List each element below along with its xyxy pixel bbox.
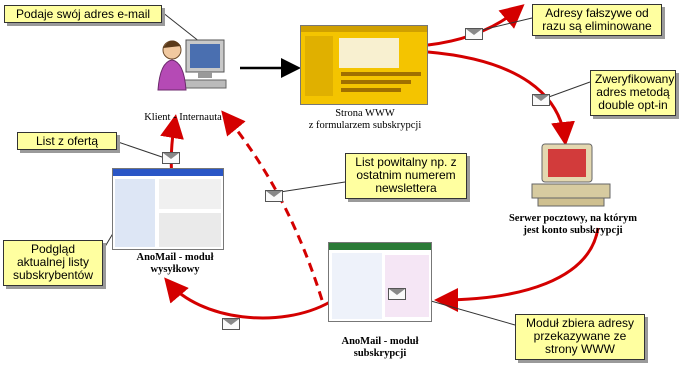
label-anomail-subscription-line2: subskrypcji bbox=[353, 348, 407, 359]
label-anomail-sending-line2: wysyłkowy bbox=[150, 264, 200, 275]
label-www-line2: z formularzem subskrypcji bbox=[308, 120, 422, 131]
callout-preview: Podgląd aktualnej listy subskrybentów bbox=[3, 240, 103, 286]
envelope-icon bbox=[465, 28, 483, 40]
envelope-icon bbox=[222, 318, 240, 330]
envelope-icon bbox=[162, 152, 180, 164]
mail-server-icon bbox=[528, 140, 616, 210]
label-server-line1: Serwer pocztowy, na którym bbox=[508, 213, 638, 224]
arrow-server-to-subscription bbox=[440, 228, 598, 300]
label-server bbox=[468, 213, 678, 237]
anomail-subscription-screenshot bbox=[328, 242, 432, 322]
arrow-subscription-to-sending bbox=[168, 282, 330, 318]
callout-verified: Zweryfikowany adres metodą double opt-in bbox=[590, 70, 676, 116]
pointer-offer bbox=[118, 142, 162, 157]
callout-welcome: List powitalny np. z ostatnim numerem newslettera bbox=[345, 153, 467, 199]
pointer-verified bbox=[546, 82, 590, 98]
envelope-icon bbox=[532, 94, 550, 106]
arrow-subscription-to-client-dashed bbox=[225, 115, 322, 300]
callout-email: Podaje swój adres e-mail bbox=[4, 5, 162, 23]
pointer-false bbox=[482, 18, 532, 30]
anomail-sending-screenshot bbox=[112, 168, 224, 250]
callout-module-collect: Moduł zbiera adresy przekazywane ze strony WWW bbox=[515, 314, 645, 360]
callout-offer: List z ofertą bbox=[17, 132, 117, 150]
label-anomail-sending-line1: AnoMail - moduł bbox=[136, 252, 214, 263]
label-www-line1: Strona WWW bbox=[335, 108, 395, 119]
client-computer-icon bbox=[150, 30, 230, 105]
envelope-icon bbox=[265, 190, 283, 202]
callout-false-addresses: Adresy fałszywe od razu są eliminowane bbox=[532, 4, 662, 36]
envelope-icon bbox=[388, 288, 406, 300]
pointer-welcome bbox=[280, 182, 345, 192]
label-anomail-subscription-line1: AnoMail - moduł bbox=[341, 336, 419, 347]
label-www bbox=[290, 108, 440, 132]
label-client: Klient - Internauta bbox=[144, 112, 222, 123]
label-anomail-subscription bbox=[315, 336, 445, 360]
label-anomail-sending bbox=[115, 252, 235, 276]
label-server-line2: jest konto subskrypcji bbox=[523, 225, 623, 236]
www-page-screenshot bbox=[300, 25, 428, 105]
